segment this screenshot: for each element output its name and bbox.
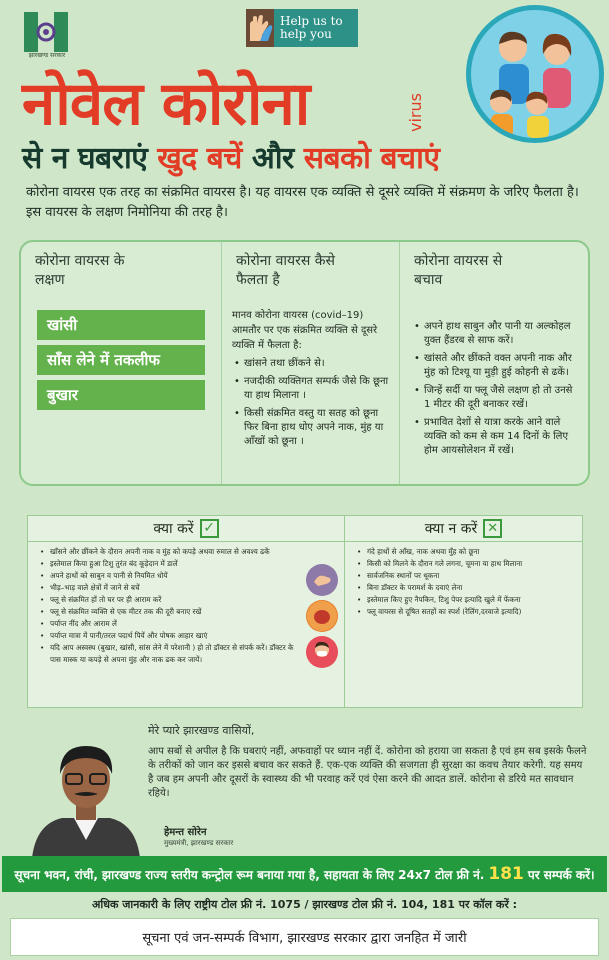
intro-text: कोरोना वायरस एक तरह का संक्रमित वायरस है। यह वायरस एक व्यक्ति से दूसरे व्यक्ति में संक्रमण के जरिए फैलता है। इस वायरस के लक्षण निमोनिया की तरह है।: [26, 185, 579, 220]
cm-message: [148, 724, 590, 801]
list-item: • किसी संक्रमित वस्तु या सतह को छूना फिर बिना हाथ धोए अपने नाक, मुंह या आँखों को छूना ।: [234, 407, 393, 449]
sick-person-icon: [306, 636, 338, 668]
list-item: • इस्तेमाल किए हुए नैपकिन, टिशु पेपर इत्यादि खुले में फेंकना: [357, 594, 578, 606]
toll-free-info: अधिक जानकारी के लिए राष्ट्रीय टोल फ्री नं. 1075 / झारखण्ड टोल फ्री नं. 104, 181 पर कॉल करें :: [91, 898, 518, 911]
signatory-name: हेमन्त सोरेन: [164, 827, 207, 838]
symptom-cough: खांसी: [37, 310, 205, 340]
list-item: • गंदे हाथों से आँख, नाक अथवा मुँह को छूना: [357, 546, 578, 558]
prevention-column: [399, 242, 589, 484]
list-item: • प्रभावित देशों से यात्रा करके आने वाले व्यक्ति को कम से कम 14 दिनों के लिए होम आयसोलेशन में रखें।: [414, 416, 581, 458]
spread-paragraph: मानव कोरोना वायरस (covid–19) आमतौर पर एक संक्रमित व्यक्ति से दूसरे व्यक्ति में फैलता है:: [232, 310, 378, 351]
chief-minister-portrait: [26, 728, 146, 858]
list-item: • किसी को मिलने के दौरान गले लगना, चूमना या हाथ मिलाना: [357, 558, 578, 570]
symptom-fever: बुखार: [37, 380, 205, 410]
prevention-heading: कोरोना वायरस से बचाव: [414, 253, 503, 288]
list-item: • फ्लू वायरस से दूषित सतहों का स्पर्श (रेलिंग,दरवाजे इत्यादि): [357, 606, 578, 618]
dos-column: [28, 542, 344, 707]
dos-heading: क्या करें: [153, 521, 194, 537]
hands-icon: [246, 9, 274, 47]
list-item: • अपने हाथ साबुन और पानी या अल्कोहल युक्त हैंडरब से साफ करें।: [414, 320, 581, 348]
help-badge: [246, 9, 358, 47]
family-illustration: [466, 5, 604, 143]
subtitle-part2: खुद बचें: [157, 141, 252, 176]
footer-credit: सूचना एवं जन-सम्पर्क विभाग, झारखण्ड सरकार द्वारा जनहित में जारी: [10, 918, 599, 956]
food-icon: [306, 600, 338, 632]
cross-icon: ✕: [483, 519, 502, 538]
helpline-number: 181: [488, 864, 524, 884]
message-salutation: मेरे प्यारे झारखण्ड वासियों,: [148, 724, 255, 737]
list-item: • जिन्हें सर्दी या फ्लू जैसे लक्षण हो तो उनसे 1 मीटर की दूरी बनाकर रखें।: [414, 384, 581, 412]
list-item: • खांसते और छींकते वक्त अपनी नाक और मुंह को टिश्यू या मुड़ी हुई कोहनी से ढकें।: [414, 352, 581, 380]
donts-column: [344, 542, 582, 707]
info-panel: [19, 240, 590, 486]
list-item: • पर्याप्त नींद और आराम लें: [40, 618, 338, 630]
list-item: • खाँसने और छींकने के दौरान अपनी नाक व मुंह को कपड़े अथवा रुमाल से अवश्य ढकें: [40, 546, 338, 558]
list-item: • खांसने तथा छींकने से।: [234, 357, 393, 371]
symptoms-column: [21, 242, 215, 484]
list-item: • यदि आप अस्वस्थ (बुखार, खांसी, सांस लेने में परेशानी ) हो तो डॉक्टर से संपर्क करें। डॉक्टर के पास मास्क या कपड़े से अपना मुंह और नाक ढक कर जायें।: [40, 642, 338, 666]
handwash-icon: [306, 564, 338, 596]
spread-column: [221, 242, 399, 484]
list-item: • नजदीकी व्यक्तिगत सम्पर्क जैसे कि छूना या हाथ मिलाना ।: [234, 375, 393, 403]
subtitle: [22, 136, 439, 177]
list-item: • फ्लू से संक्रमित व्यक्ति से एक मीटर तक की दूरी बनाए रखें: [40, 606, 338, 618]
help-label: Help us to help you: [280, 14, 343, 41]
subtitle-part1: से न घबराएं: [22, 141, 158, 176]
signatory-role: मुख्यमंत्री, झारखण्ड सरकार: [164, 839, 234, 847]
check-icon: ✓: [200, 519, 219, 538]
helpline-band: [2, 856, 607, 892]
list-item: • पर्याप्त मात्रा में पानी/तरल पदार्थ पियें और पोषक आहार खाएं: [40, 630, 338, 642]
list-item: • फ्लू से संक्रमित हों तो घर पर ही आराम करें: [40, 594, 338, 606]
donts-heading: क्या न करें: [424, 521, 478, 537]
prevention-list: [400, 290, 589, 458]
list-item: • बिना डॉक्टर के परामर्श के दवाएं लेना: [357, 582, 578, 594]
dos-header: [28, 516, 344, 542]
helpline-suffix: पर सम्पर्क करें।: [527, 867, 595, 882]
list-item: • इस्तेमाल किया हुआ टिशु तुरंत बंद कूड़ेदान में डालें: [40, 558, 338, 570]
subtitle-part4: सबको बचाएं: [303, 141, 440, 176]
subtitle-part3: और: [251, 141, 304, 176]
symptoms-heading: कोरोना वायरस के लक्षण: [35, 253, 125, 288]
list-item: • सार्वजनिक स्थानों पर थूकना: [357, 570, 578, 582]
logo-tagline: झारखण्ड सरकार: [28, 52, 66, 59]
symptom-breathing: साँस लेने में तकलीफ: [37, 345, 205, 375]
spread-heading: कोरोना वायरस कैसे फैलता है: [236, 253, 335, 288]
donts-header: [344, 516, 582, 542]
title-virus: virus: [406, 93, 425, 132]
title-main: नोवेल कोरोना: [22, 69, 310, 139]
message-body: आप सबों से अपील है कि घबराएं नहीं, अफवाहों पर ध्यान नहीं दें. कोरोना को हराया जा सकता है एवं हम सब इसके फैलने के तरीकों को जान कर इससे बचाव कर सकते हैं. एक-एक व्यक्ति की सजगता ही सुरक्षा का कवच तैयार करेगी. यह समय है जब हम अपनी और दूसरों के स्वास्थ्य की भी परवाह करें एवं ऐसा करने की आदत डालें. कोरोना से डरिये मत सावधान रहिये।: [148, 746, 587, 799]
spread-list: [222, 357, 399, 449]
helpline-text: सूचना भवन, रांची, झारखण्ड राज्य स्तरीय कन्ट्रोल रूम बनाया गया है, सहायता के लिए 24x7 टोल फ्री नं.: [14, 867, 485, 882]
list-item: • अपने हाथों को साबुन व पानी से नियमित धोयें: [40, 570, 338, 582]
dos-donts-table: [27, 515, 583, 708]
list-item: • भीड़–भाड़ वाले क्षेत्रों में जाने से बचें: [40, 582, 338, 594]
